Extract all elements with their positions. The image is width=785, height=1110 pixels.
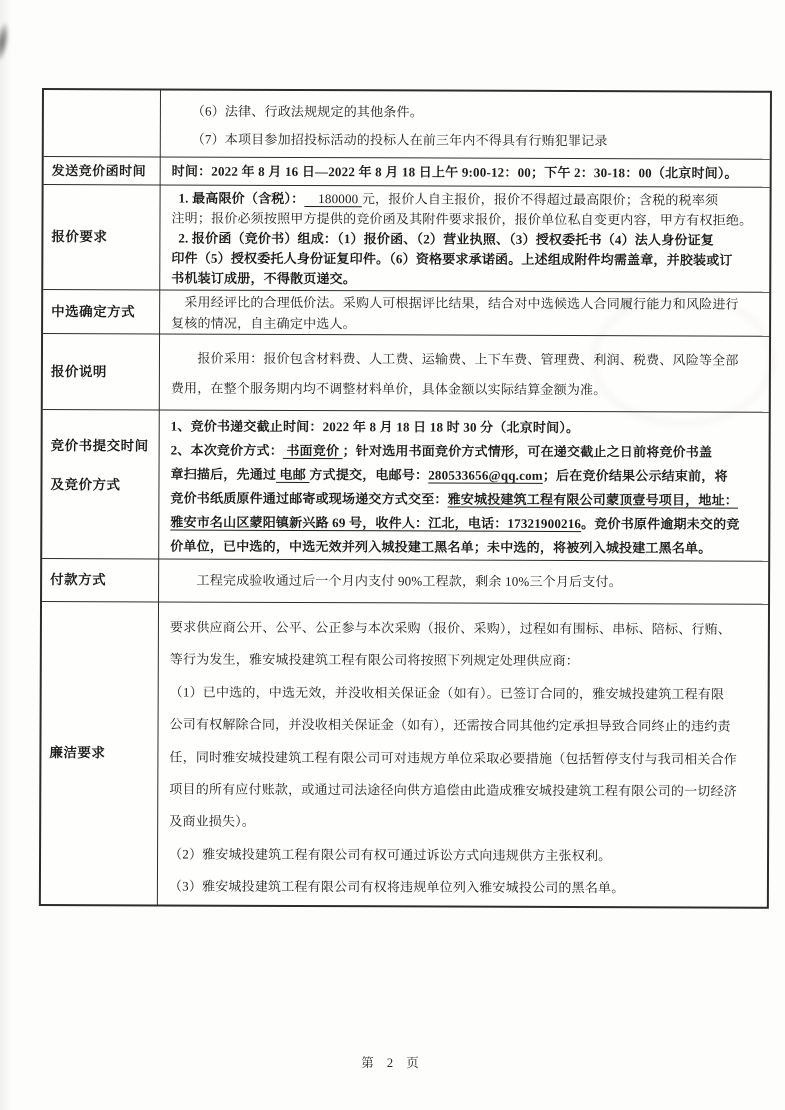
text-run: 要求供应商公开、公平、公正参与本次采购（报价、采购），过程如有围标、串标、陪标、行贿、 等行为发生，雅安城投建筑工程有限公司将按照下列规定处理供应商： （1）已中选的，中选无效，并没收相关保证金（如有）。已签订合同的，雅安城投建筑工程有限 公司有权解除合同，并没收相关保证金（如有），还需按合同其他约定承担导致合同终止的违约责 任，同时雅安城投建筑工程有限公司可对违规方单位采取必要措施（包括暂停支付与我司相关合作 项目的所有应付账款，或通过司法途径向供方追偿由此造成雅安城投建筑工程有限公司的一切经济 及商业损失）。 （2）雅安城投建筑工程有限公司有权可通过诉讼方式向违规供方主张权利。 （3）雅安城投建筑工程有限公司有权将违规单位列入雅安城投公司的黑名单。 xyxy=(168,619,738,896)
row-label-other-conditions xyxy=(44,90,161,156)
text-run: 2. 报价函（竞价书）组成：（1）报价函、（2）营业执照、（3）授权委托书（4）法人身份证复 印件（5）授权委托人身份证复印件。（6）资格要求承诺函。上述组成附件均需盖章，并胶装或订 书机装订成册，不得散页递交。 xyxy=(171,230,733,287)
row-content-selection-method xyxy=(160,290,769,335)
text-run: 方式提交，电邮号： xyxy=(309,467,429,483)
text-run: 工程完成验收通过后一个月内支付 90%工程款，剩余 10%三个月后支付。 xyxy=(170,572,622,590)
text-run: （6）法律、行政法规规定的其他条件。 （7）本项目参加招投标活动的投标人在前三年内不得具有行贿犯罪记录 xyxy=(171,103,608,149)
row-label-integrity: 廉洁要求 xyxy=(41,602,159,904)
page-number: 第 2 页 xyxy=(361,1056,424,1070)
table-row-selection-method xyxy=(43,290,769,337)
text-run: 时间：2022 年 8 月 16 日—2022 年 8 月 18 日上午 9:00-12：00；下午 2：30-18：00（北京时间）。 xyxy=(171,163,738,181)
row-content-send-time xyxy=(161,157,770,186)
text-run: 180000 xyxy=(304,191,362,207)
text-run: 报价采用：报价包含材料费、人工费、运输费、上下车费、管理费、利润、税费、风险等全部 费用，在整个服务期内均不调整材料单价，具体金额以实际结算金额为准。 xyxy=(170,350,739,398)
text-run: 书面竞价 xyxy=(282,442,343,459)
table-row-submit-method xyxy=(42,410,769,562)
text-run: 元，报价人自主报价，报价不得超过最高限价；含税的税率须 注明；报价必须按照甲方提供的竞价函及其附件要求报价，报价单位私自变更内容，甲方有权拒绝。 xyxy=(171,191,753,228)
text-run: 雅安城投建筑工程有限公司蒙顶壹号项目，地址： 雅安市名山区蒙阳镇新兴路 69 号，收件人：江北，电话：17321900216 xyxy=(170,491,739,532)
bidding-terms-table xyxy=(39,88,772,909)
text-run: 采用经评比的合理低价法。采购人可根据评比结果，结合对中选候选人合同履行能力和风险进行 复核的情况，自主确定中选人。 xyxy=(171,294,739,331)
row-label-submit-method: 竞价书提交时间 及竞价方式 xyxy=(42,410,160,558)
row-label-quote-requirements: 报价要求 xyxy=(43,185,160,289)
row-content-other-conditions xyxy=(161,90,770,158)
table-row-other-conditions xyxy=(44,90,770,160)
row-content-integrity xyxy=(158,602,768,906)
table-row-send-time xyxy=(44,157,770,188)
table-row-quote-requirements xyxy=(43,185,769,293)
text-run: 280533656@qq.com xyxy=(428,467,543,483)
table-row-quote-note xyxy=(43,334,769,413)
table-row-payment xyxy=(42,559,768,605)
text-run: ；针对选用书面竞价方式情形，可在递交截止之日前将竞价书盖 章扫描后，先通过 xyxy=(170,443,713,482)
row-content-quote-note xyxy=(160,334,769,411)
row-content-quote-requirements xyxy=(160,185,769,291)
row-label-quote-note: 报价说明 xyxy=(43,334,160,409)
row-content-submit-method xyxy=(159,410,769,560)
text-run: 1、竞价书递交截止时间：2022 年 8 月 18 日 18 时 30 分（北京时间）。 2、本次竞价方式： xyxy=(170,418,580,458)
scan-smudge-mark xyxy=(0,21,11,62)
row-label-send-time: 发送竞价函时间 xyxy=(44,157,161,184)
text-run: ；后在竞价结果公示结束前，将 竞价书纸质原件通过邮寄或现场递交方式交至： xyxy=(170,467,728,507)
text-run: 。竞价书原件逾期未交的竞 价单位，已中选的，中选无效并列入城投建工黑名单；未中选的，将被列入城投建工黑名单。 xyxy=(170,516,740,556)
row-content-payment xyxy=(159,559,768,603)
table-row-integrity xyxy=(41,602,768,907)
text-run: 1. 最高限价（含税）： xyxy=(171,190,305,207)
row-label-payment: 付款方式 xyxy=(42,559,159,601)
row-label-selection-method: 中选确定方式 xyxy=(43,290,160,333)
text-run: 电邮 xyxy=(276,466,310,483)
